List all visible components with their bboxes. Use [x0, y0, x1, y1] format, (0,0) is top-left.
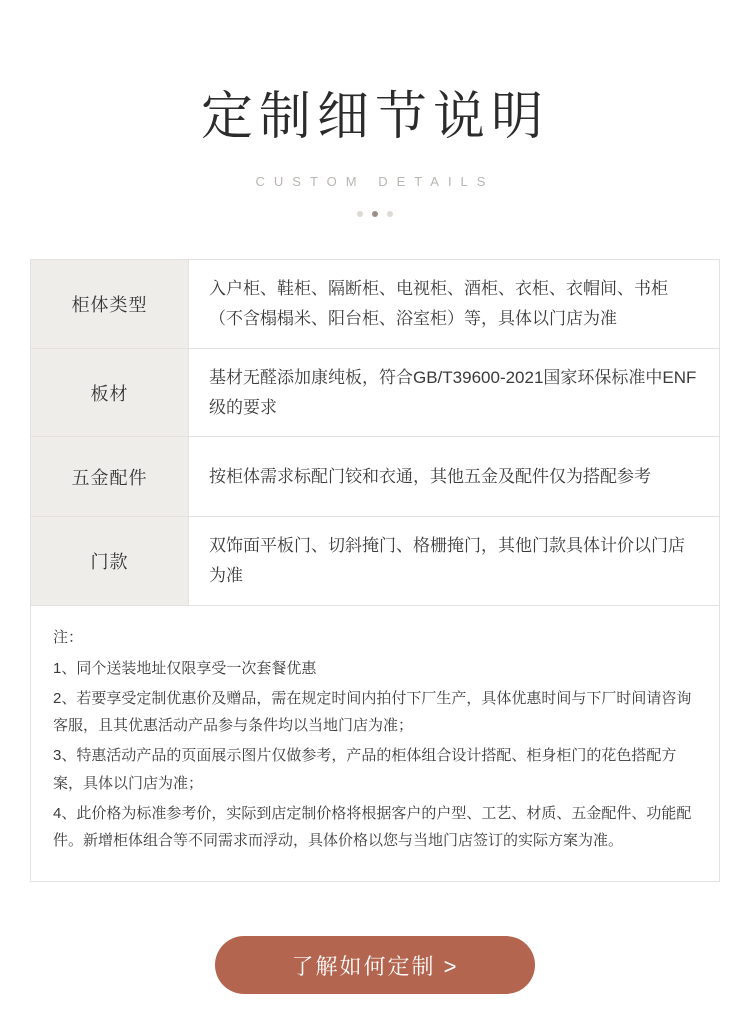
table-row	[31, 517, 719, 606]
note-item: 3、特惠活动产品的页面展示图片仅做参考，产品的柜体组合设计搭配、柜身柜门的花色搭配方案，具体以门店为准；	[53, 747, 677, 792]
row-value: 入户柜、鞋柜、隔断柜、电视柜、酒柜、衣柜、衣帽间、书柜（不含榻榻米、阳台柜、浴室柜）等，具体以门店为准	[209, 279, 668, 329]
dot-1	[357, 211, 363, 217]
dot-indicator	[0, 211, 750, 217]
row-label: 五金配件	[31, 437, 189, 516]
dot-3	[387, 211, 393, 217]
table-row	[31, 437, 719, 517]
learn-how-to-customize-button[interactable]: 了解如何定制 >	[215, 936, 535, 994]
page-title: 定制细节说明	[200, 88, 549, 146]
note-item: 2、若要享受定制优惠价及赠品，需在规定时间内拍付下厂生产，具体优惠时间与下厂时间请咨询客服，且其优惠活动产品参与条件均以当地门店为准；	[53, 689, 692, 735]
spec-table	[30, 259, 720, 606]
row-label: 板材	[31, 349, 189, 437]
note-item: 4、此价格为标准参考价，实际到店定制价格将根据客户的户型、工艺、材质、五金配件、功能配件。新增柜体组合等不同需求而浮动，具体价格以您与当地门店签订的实际方案为准。	[53, 804, 692, 850]
notes-section	[30, 606, 720, 882]
note-item: 1、同个送装地址仅限享受一次套餐优惠	[53, 659, 317, 677]
row-value: 基材无醛添加康纯板，符合GB/T39600-2021国家环保标准中ENF级的要求	[209, 367, 697, 417]
cta-area	[0, 936, 750, 994]
row-label: 门款	[31, 517, 189, 605]
dot-2	[372, 211, 378, 217]
table-row	[31, 349, 719, 438]
page-subtitle: CUSTOM DETAILS	[255, 174, 495, 190]
table-row	[31, 260, 719, 349]
row-value: 双饰面平板门、切斜掩门、格栅掩门，其他门款具体计价以门店为准	[209, 536, 685, 586]
notes-title: 注：	[53, 628, 84, 646]
row-label: 柜体类型	[31, 260, 189, 348]
page-header	[0, 0, 750, 217]
row-value: 按柜体需求标配门铰和衣通，其他五金及配件仅为搭配参考	[209, 467, 651, 487]
